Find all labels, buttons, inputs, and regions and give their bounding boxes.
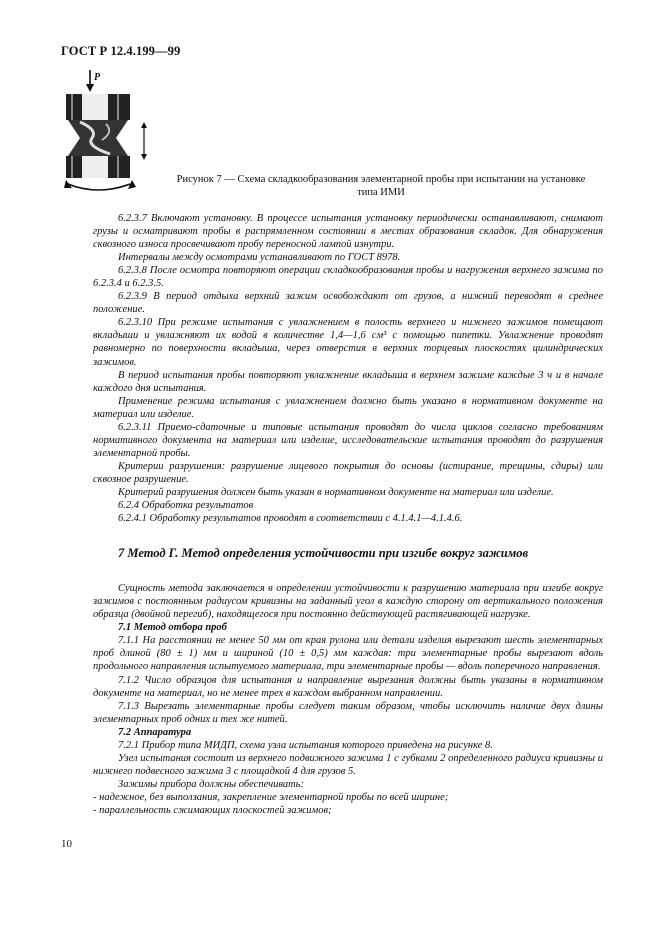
section-title: 7 Метод Г. Метод определения устойчивости при изгибе вокруг зажимов <box>118 546 529 561</box>
subsection-heading: 7.2 Аппаратура <box>118 726 192 738</box>
paragraph: 7.1.1 На расстоянии не менее 50 мм от края рулона или детали изделия вырезают шесть элементарных проб длиной (80 ± 1) мм и шириной (10 ± 0,5) мм каждая: три элементарные пробы вырезают вдоль продольного направления испытуемого материала, три элементарные пробы — вдоль поперечного направления. <box>93 635 603 673</box>
standard-header: ГОСТ Р 12.4.199—99 <box>61 44 181 58</box>
figure-caption: Рисунок 7 — Схема складкообразования элементарной пробы при испытании на установке типа ИМИ <box>176 174 586 198</box>
paragraph: 7.1.3 Вырезать элементарные пробы следует таким образом, чтобы исключить наличие двух длины элементарных проб одних и тех же нитей. <box>93 700 603 725</box>
page-number: 10 <box>61 838 72 850</box>
figure-7 <box>58 70 158 200</box>
paragraph: Интервалы между осмотрами устанавливают по ГОСТ 8978. <box>118 252 401 264</box>
body-text <box>93 212 603 817</box>
paragraph: 6.2.3.7 Включают установку. В процессе испытания установку периодически останавливают, снимают грузы и осматривают пробы в распрямленном состоянии в местах образования складок. Для обнаружения сквозного износа просвечивают пробу переносной лампой изнутри. <box>93 213 603 251</box>
paragraph: 6.2.3.11 Приемо-сдаточные и типовые испытания проводят до числа циклов согласно требованиям нормативного документа на материал или изделие, исследовательские испытания проводят до разрушения элементарной пробы. <box>93 421 603 459</box>
list-item: - параллельность сжимающих плоскостей зажимов; <box>93 804 332 816</box>
list-item: - надежное, без выползания, закрепление элементарной пробы по всей ширине; <box>93 791 449 803</box>
paragraph: Критерии разрушения: разрушение лицевого покрытия до основы (истирание, трещины, сдиры) или сквозное разрушение. <box>93 460 603 485</box>
subsection-heading: 7.1 Метод отбора проб <box>118 622 227 634</box>
paragraph: В период испытания пробы повторяют увлажнение вкладыша в верхнем зажиме каждые 3 ч и в начале каждого дня испытания. <box>93 369 603 394</box>
folding-schematic-icon <box>58 70 158 200</box>
paragraph: Зажимы прибора должны обеспечивать: <box>118 778 304 790</box>
paragraph: 6.2.3.8 После осмотра повторяют операции складкообразования пробы и нагружения верхнего зажима по 6.2.3.4 и 6.2.3.5. <box>93 265 603 290</box>
paragraph: Узел испытания состоит из верхнего подвижного зажима 1 с губками 2 определенного радиуса кривизны и нижнего подвесного зажима 3 с площадкой 4 для грузов 5. <box>93 752 603 777</box>
force-label: P <box>94 72 101 83</box>
paragraph: Критерий разрушения должен быть указан в нормативном документе на материал или изделие. <box>118 486 554 498</box>
paragraph: Применение режима испытания с увлажнением должно быть указано в нормативном документе на материал или изделие. <box>93 395 603 420</box>
paragraph: 6.2.3.10 При режиме испытания с увлажнением в полость верхнего и нижнего зажимов помещают вкладыши и увлажняют их водой в количестве 1,4—1,6 см³ с помощью пипетки. Увлажнение проводят равномерно по поверхности вкладыша, через отверстия в верхних торцевых плоскостях цилиндрических зажимов. <box>93 317 603 368</box>
subsection-heading: 6.2.4 Обработка результатов <box>118 500 254 512</box>
paragraph: Сущность метода заключается в определении устойчивости к разрушению материала при изгибе вокруг зажимов с постоянным радиусом кривизны на заданный угол в каждую сторону от вертикального положения образца (двойной перегиб), находящегося при постоянно действующей растягивающей нагрузке. <box>93 583 603 621</box>
paragraph: 6.2.3.9 В период отдыха верхний зажим освобождают от грузов, а нижний переводят в среднее положение. <box>93 291 603 316</box>
paragraph: 6.2.4.1 Обработку результатов проводят в соответствии с 4.1.4.1—4.1.4.6. <box>118 513 463 525</box>
paragraph: 7.2.1 Прибор типа МИДП, схема узла испытания которого приведена на рисунке 8. <box>118 739 493 751</box>
paragraph: 7.1.2 Число образцов для испытания и направление вырезания должны быть указаны в нормативном документе на материал, но не менее трех в каждом выбранном направлении. <box>93 674 603 699</box>
